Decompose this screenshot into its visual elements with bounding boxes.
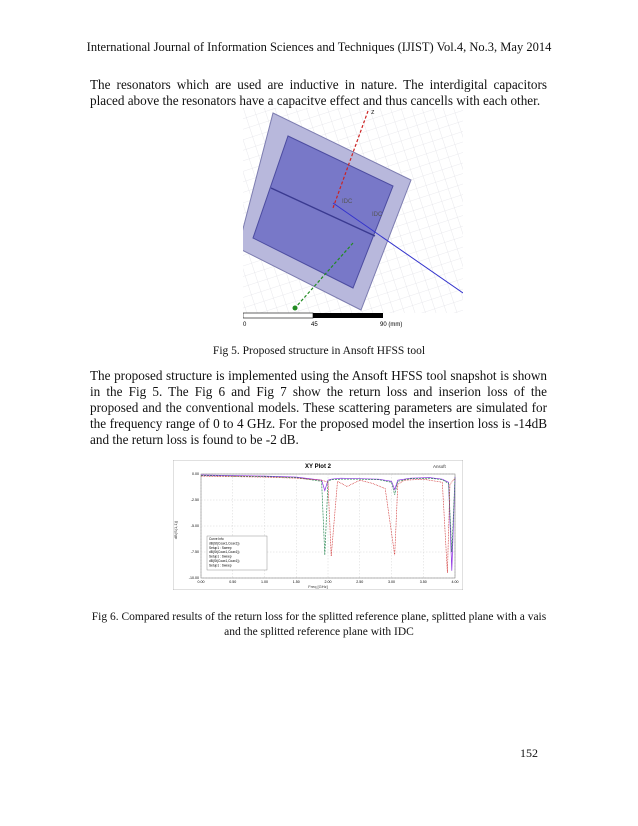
legend-entry: Curve Info (209, 537, 224, 541)
paragraph-2: The proposed structure is implemented using the Ansoft HFSS tool snapshot is shown in the Fig 5. The Fig 6 and Fig 7 show the return loss and inserion loss of the proposed and the conventional models. These scattering parameters are simulated for the frequency range of 0 to 4 GHz. For the proposed model the insertion loss is -14dB and the return loss is found to be -2 dB. (90, 368, 547, 447)
x-axis-label: Freq [GHz] (308, 584, 328, 589)
x-tick-label: 3.50 (419, 580, 427, 584)
x-tick-label: 0.00 (197, 580, 205, 584)
scale-label-90: 90 (mm) (380, 322, 403, 328)
running-header: International Journal of Information Sciences and Techniques (IJIST) Vol.4, No.3, May 2014 (86, 40, 552, 54)
y-tick-label: -5.00 (190, 524, 199, 529)
figure-6-caption (0, 610, 638, 640)
x-tick-label: 1.50 (292, 580, 300, 584)
idc-label: IDC (342, 199, 353, 205)
legend-entry: dB(St(Coax1,Coax1)) (209, 541, 240, 546)
ansoft-brand: Ansoft (433, 464, 446, 469)
legend-entry: dB(St(Coax1,Coax1)) (209, 559, 240, 563)
y-axis-marker (293, 306, 298, 311)
scale-bar-white (243, 313, 313, 318)
idc-label-2: IDC (372, 212, 383, 218)
figure-6-chart (173, 460, 463, 684)
scale-label-45: 45 (311, 322, 318, 328)
x-tick-label: 0.50 (229, 580, 237, 584)
legend-box (207, 536, 267, 570)
figure-5-caption: Fig 5. Proposed structure in Ansoft HFSS tool (212, 345, 426, 357)
x-tick-label: 2.00 (324, 580, 332, 584)
y-tick-label: -2.50 (190, 498, 199, 503)
figure-6-caption-text: Fig 6. Compared results of the return loss for the splitted reference plane, splitted plane with a vais and the splitted reference plane with IDC (91, 611, 547, 638)
y-tick-label: -10.00 (188, 576, 199, 581)
scale-bar-black (313, 313, 383, 318)
legend-entry: dB(St(Coax1,Coax1)) (209, 550, 240, 555)
hfss-structure-render (243, 108, 463, 330)
scale-label-0: 0 (243, 322, 247, 328)
x-tick-label: 4.00 (451, 580, 459, 584)
legend-entry: Setup1 : Sweep (209, 563, 232, 568)
paragraph-1: The resonators which are used are inductive in nature. The interdigital capacitors placed above the resonators have a capacitve effect and thus cancells with each other. (90, 77, 547, 108)
x-tick-label: 2.50 (356, 580, 364, 584)
x-tick-label: 1.00 (261, 580, 268, 584)
plot-title: XY Plot 2 (305, 464, 331, 470)
legend-entry: Setup1 : Sweep (209, 554, 232, 559)
y-tick-label: -7.50 (190, 550, 199, 555)
legend-entry: Setup1 : Sweep (209, 545, 232, 550)
x-tick-label: 3.00 (388, 580, 395, 584)
page-number: 152 (520, 746, 538, 760)
z-axis-label: z (371, 109, 375, 116)
figure-5-image (243, 108, 463, 330)
y-axis-label: dB(S(1,1)) (173, 520, 178, 540)
xy-plot-svg (173, 460, 463, 590)
y-tick-label: 0.00 (192, 472, 199, 477)
